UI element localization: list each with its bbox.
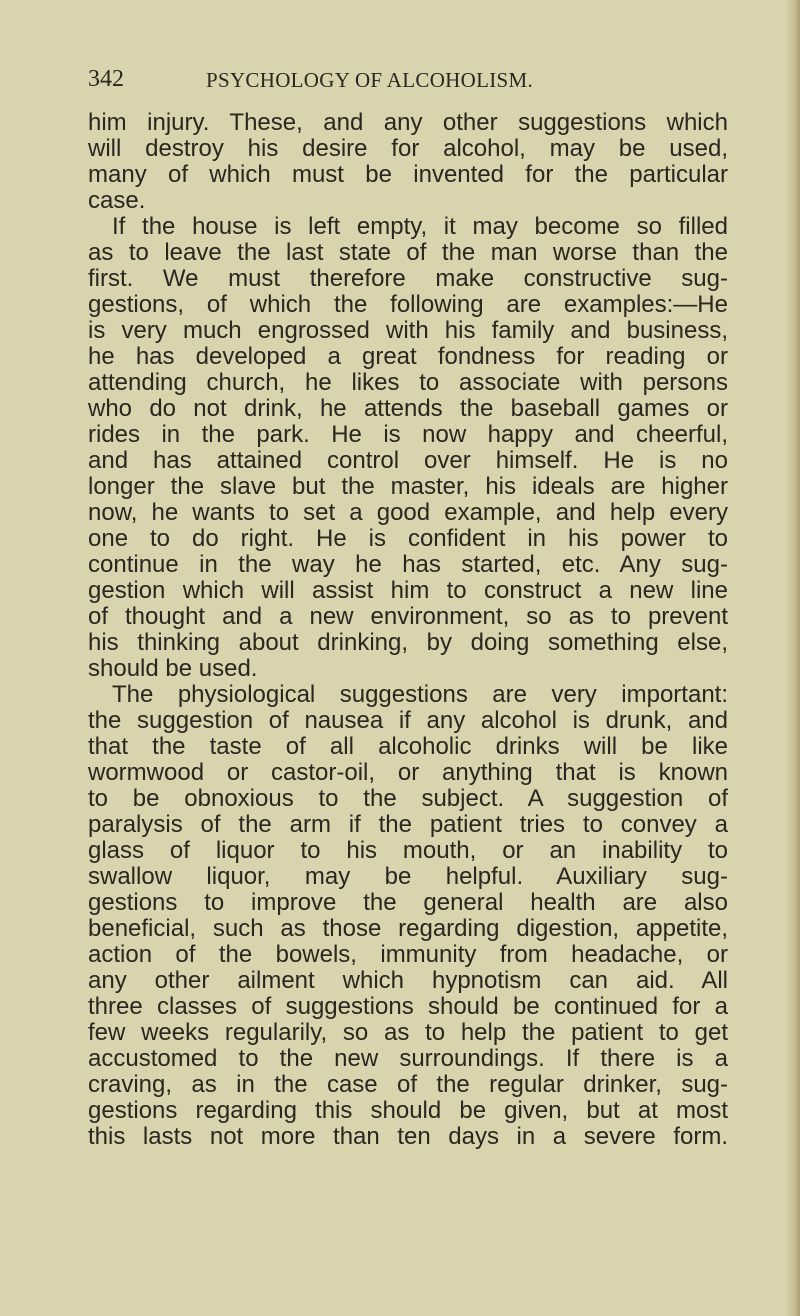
text-line: first. We must therefore make constructive sug- xyxy=(88,265,728,292)
text-line: accustomed to the new surroundings. If there is a xyxy=(88,1045,728,1072)
text-line: who do not drink, he attends the baseball games or xyxy=(88,395,728,422)
text-line: paralysis of the arm if the patient tries to convey a xyxy=(88,811,728,838)
text-line: wormwood or castor-oil, or anything that is known xyxy=(88,759,728,786)
text-line: is very much engrossed with his family and business, xyxy=(88,317,728,344)
page-edge-shadow xyxy=(786,0,800,1316)
text-line: gestions to improve the general health are also xyxy=(88,889,728,916)
text-line: as to leave the last state of the man worse than the xyxy=(88,239,728,266)
text-line: case. xyxy=(88,187,146,214)
text-line: glass of liquor to his mouth, or an inability to xyxy=(88,837,728,864)
text-line: If the house is left empty, it may become so filled xyxy=(112,213,728,240)
text-line: craving, as in the case of the regular drinker, sug- xyxy=(88,1071,728,1098)
text-line: his thinking about drinking, by doing something else, xyxy=(88,629,728,656)
text-line: continue in the way he has started, etc. Any sug- xyxy=(88,551,728,578)
text-line: that the taste of all alcoholic drinks will be like xyxy=(88,733,728,760)
text-line: the suggestion of nausea if any alcohol is drunk, and xyxy=(88,707,728,734)
text-line: him injury. These, and any other suggestions which xyxy=(88,109,728,136)
text-line: one to do right. He is confident in his power to xyxy=(88,525,728,552)
text-line: rides in the park. He is now happy and cheerful, xyxy=(88,421,728,448)
text-line: action of the bowels, immunity from headache, or xyxy=(88,941,728,968)
text-line: any other ailment which hypnotism can aid. All xyxy=(88,967,728,994)
text-line: to be obnoxious to the subject. A suggestion of xyxy=(88,785,728,812)
text-line: attending church, he likes to associate with persons xyxy=(88,369,728,396)
text-line: swallow liquor, may be helpful. Auxiliary sug- xyxy=(88,863,728,890)
text-line: will destroy his desire for alcohol, may be used, xyxy=(88,135,728,162)
text-line: few weeks regularily, so as to help the patient to get xyxy=(88,1019,728,1046)
running-title: PSYCHOLOGY OF ALCOHOLISM. xyxy=(206,68,534,92)
body-text xyxy=(88,110,728,1150)
text-line: should be used. xyxy=(88,655,258,682)
text-line: The physiological suggestions are very important: xyxy=(112,681,728,708)
text-line: and has attained control over himself. He is no xyxy=(88,447,728,474)
text-line: three classes of suggestions should be continued for a xyxy=(88,993,728,1020)
text-line: many of which must be invented for the particular xyxy=(88,161,728,188)
page-number: 342 xyxy=(88,66,124,92)
text-line: beneficial, such as those regarding digestion, appetite, xyxy=(88,915,728,942)
text-line: gestions, of which the following are examples:—He xyxy=(88,291,728,318)
text-line: longer the slave but the master, his ideals are higher xyxy=(88,473,728,500)
text-line: he has developed a great fondness for reading or xyxy=(88,343,728,370)
text-line: of thought and a new environment, so as to prevent xyxy=(88,603,728,630)
text-line: gestions regarding this should be given, but at most xyxy=(88,1097,728,1124)
text-line: now, he wants to set a good example, and help every xyxy=(88,499,728,526)
page-header xyxy=(88,64,728,94)
text-line: this lasts not more than ten days in a severe form. xyxy=(88,1123,728,1150)
text-line: gestion which will assist him to construct a new line xyxy=(88,577,728,604)
